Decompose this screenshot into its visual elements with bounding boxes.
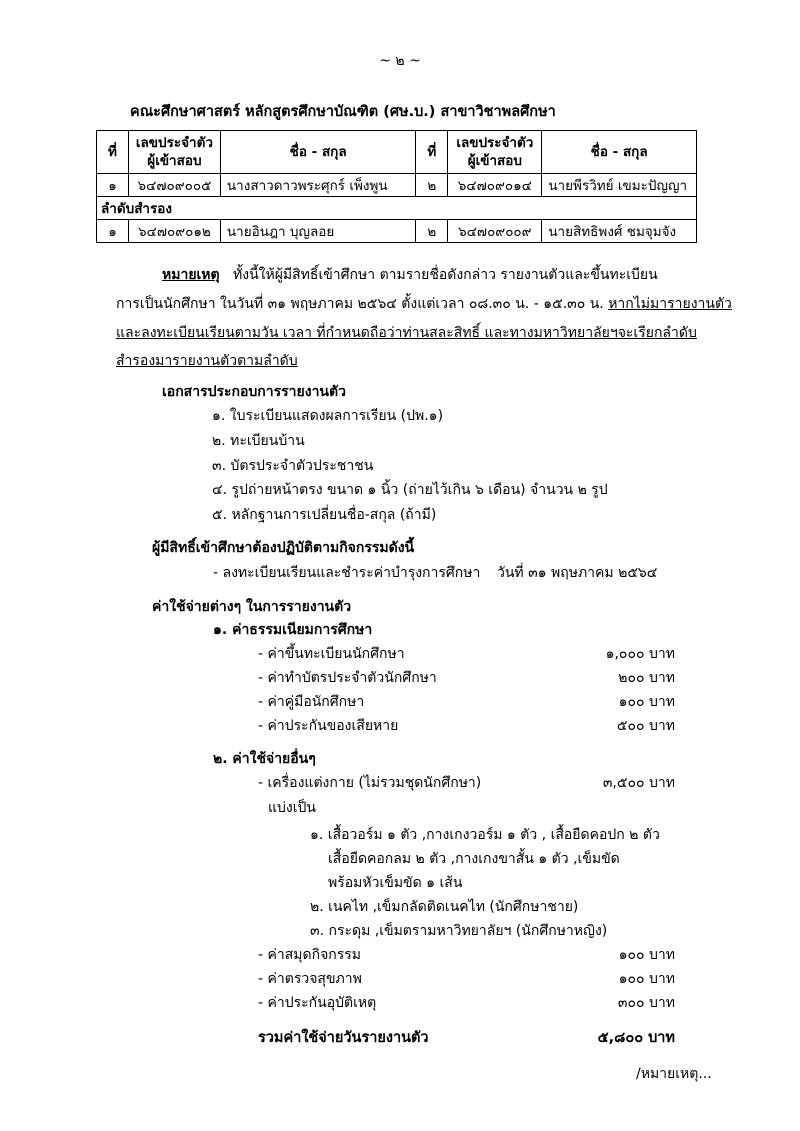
note-line-4: สำรองมารายงานตัวตามลำดับ [116, 353, 298, 369]
split-item: ๒. เนคไท ,เข็มกลัดติดเนคไท (นักศึกษาชาย) [310, 899, 579, 915]
cell-name: นางสาวดาวพระศุกร์ เพ็งพูน [220, 174, 415, 197]
fee-label: - ค่าทำบัตรประจำตัวนักศึกษา [258, 670, 437, 686]
fee-label: - ค่าขึ้นทะเบียนนักศึกษา [258, 646, 405, 662]
document-item: ๑. ใบระเบียนแสดงผลการเรียน (ปพ.๑) [212, 408, 444, 424]
header-exam-id: เลขประจำตัว ผู้เข้าสอบ [128, 131, 220, 174]
reserve-label: ลำดับสำรอง [97, 197, 697, 220]
fee-amount: ๕๐๐ บาท [616, 718, 675, 734]
fee-label: - ค่าประกันของเสียหาย [258, 718, 399, 734]
cell-no: ๑ [97, 220, 129, 243]
note-line-1: หมายเหตุ ทั้งนี้ให้ผู้มีสิทธิ์เข้าศึกษา ตามรายชื่อดังกล่าว รายงานตัวและขึ้นทะเบียน [162, 267, 658, 283]
table-row [97, 174, 697, 197]
header-no: ที่ [416, 131, 448, 174]
other-amount: ๓๐๐ บาท [617, 995, 675, 1011]
other-label: - ค่าสมุดกิจกรรม [258, 947, 362, 963]
uniform-label: - เครื่องแต่งกาย (ไม่รวมชุดนักศึกษา) [258, 775, 482, 791]
cell-exam-id: ๖๔๗๐๙๐๐๙ [448, 220, 542, 243]
activities-title: ผู้มีสิทธิ์เข้าศึกษาต้องปฏิบัติตามกิจกรรมดังนี้ [152, 540, 415, 556]
fees-title: ๑. ค่าธรรมเนียมการศึกษา [213, 622, 373, 638]
cell-no: ๒ [416, 174, 448, 197]
header-name: ชื่อ - สกุล [220, 131, 415, 174]
other-label: - ค่าตรวจสุขภาพ [258, 971, 362, 987]
faculty-heading: คณะศึกษาศาสตร์ หลักสูตรศึกษาบัณฑิต (ศษ.บ.) สาขาวิชาพลศึกษา [130, 104, 556, 120]
fee-amount: ๒๐๐ บาท [618, 670, 675, 686]
document-item: ๔. รูปถ่ายหน้าตรง ขนาด ๑ นิ้ว (ถ่ายไว้เกิน ๖ เดือน) จำนวน ๒ รูป [212, 482, 608, 498]
admission-table [96, 130, 697, 243]
total-label: รวมค่าใช้จ่ายวันรายงานตัว [258, 1030, 429, 1046]
document-item: ๓. บัตรประจำตัวประชาชน [212, 458, 374, 474]
cell-exam-id: ๖๔๗๐๙๐๐๕ [128, 174, 220, 197]
split-item: ๓. กระดุม ,เข็มตรามหาวิทยาลัยฯ (นักศึกษาหญิง) [310, 923, 608, 939]
note-line-3: และลงทะเบียนเรียนตามวัน เวลา ที่กำหนดถือว่าท่านสละสิทธิ์ และทางมหาวิทยาลัยฯจะเรียกลำดับ [116, 325, 697, 341]
other-amount: ๑๐๐ บาท [618, 971, 675, 987]
other-expenses-title: ๒. ค่าใช้จ่ายอื่นๆ [213, 751, 316, 767]
reserve-section-row [97, 197, 697, 220]
note-label: หมายเหตุ [162, 267, 220, 283]
documents-title: เอกสารประกอบการรายงานตัว [162, 384, 346, 400]
activity-date: วันที่ ๓๑ พฤษภาคม ๒๕๖๔ [497, 565, 658, 581]
header-exam-id: เลขประจำตัว ผู้เข้าสอบ [448, 131, 542, 174]
page-number: ~ ๒ ~ [379, 53, 421, 69]
note-line-2: การเป็นนักศึกษา ในวันที่ ๓๑ พฤษภาคม ๒๕๖๔ ตั้งแต่เวลา ๐๘.๓๐ น. - ๑๕.๓๐ น. หากไม่มารายงานตัว [116, 296, 732, 312]
split-item-continuation: เสื้อยืดคอกลม ๒ ตัว ,กางเกงขาสั้น ๑ ตัว ,เข็มขัด [328, 851, 620, 867]
cell-no: ๑ [97, 174, 129, 197]
split-label: แบ่งเป็น [268, 800, 316, 816]
continuation-note: /หมายเหตุ... [636, 1066, 712, 1082]
cell-name: นายสิทธิพงศ์ ชมจุมจัง [542, 220, 697, 243]
activity-item: - ลงทะเบียนเรียนและชำระค่าบำรุงการศึกษา [213, 565, 481, 581]
cell-exam-id: ๖๔๗๐๙๐๑๔ [448, 174, 542, 197]
cell-name: นายอินฎา บุญลอย [220, 220, 415, 243]
expenses-title: ค่าใช้จ่ายต่างๆ ในการรายงานตัว [152, 599, 352, 615]
total-amount: ๕,๘๐๐ บาท [597, 1030, 675, 1046]
document-item: ๒. ทะเบียนบ้าน [212, 433, 305, 449]
cell-exam-id: ๖๔๗๐๙๐๑๒ [128, 220, 220, 243]
header-name: ชื่อ - สกุล [542, 131, 697, 174]
cell-no: ๒ [416, 220, 448, 243]
split-item: ๑. เสื้อวอร์ม ๑ ตัว ,กางเกงวอร์ม ๑ ตัว , เสื้อยืดคอปก ๒ ตัว [310, 827, 660, 843]
split-item-continuation: พร้อมหัวเข็มขัด ๑ เส้น [328, 875, 463, 891]
table-row [97, 220, 697, 243]
other-amount: ๑๐๐ บาท [618, 947, 675, 963]
cell-name: นายพีรวิทย์ เขมะปัญญา [542, 174, 697, 197]
uniform-amount: ๓,๕๐๐ บาท [602, 775, 675, 791]
header-no: ที่ [97, 131, 129, 174]
table-header-row [97, 131, 697, 174]
fee-amount: ๑,๐๐๐ บาท [605, 646, 675, 662]
document-item: ๕. หลักฐานการเปลี่ยนชื่อ-สกุล (ถ้ามี) [212, 507, 437, 523]
other-label: - ค่าประกันอุบัติเหตุ [258, 995, 377, 1011]
fee-amount: ๑๐๐ บาท [618, 694, 675, 710]
fee-label: - ค่าคู่มือนักศึกษา [258, 694, 365, 710]
